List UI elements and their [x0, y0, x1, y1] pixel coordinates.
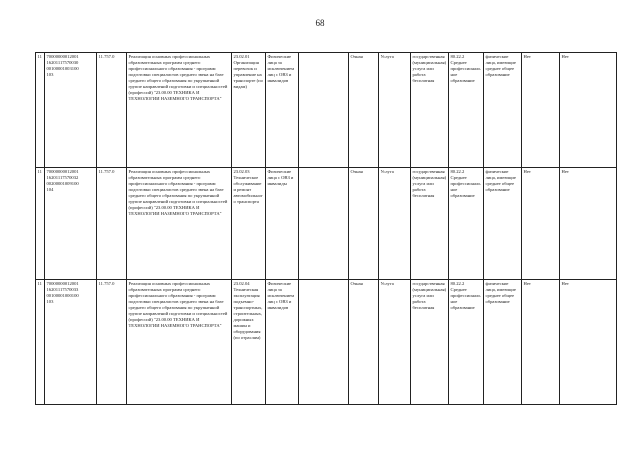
consumers: физические лица, имеющие среднее общее образование	[484, 53, 522, 168]
study-mode: Очная	[349, 53, 379, 168]
okved-code: 11.757.0	[97, 280, 127, 405]
funding-type: государственная (муниципальная) услуга или работа бесплатная	[411, 168, 449, 280]
flag-2: Нет	[560, 280, 617, 405]
table-row	[36, 53, 617, 168]
form-cell	[299, 280, 349, 405]
funding-type: государственная (муниципальная) услуга или работа бесплатная	[411, 280, 449, 405]
study-mode: Очная	[349, 168, 379, 280]
consumer-category: Физические лица с ОВЗ и инвалиды	[266, 168, 299, 280]
flag-2: Нет	[560, 53, 617, 168]
okved-code: 11.757.0	[97, 53, 127, 168]
table-row	[36, 280, 617, 405]
okpd-code: 80.22.2 Среднее профессиональное образование	[449, 53, 484, 168]
row-number: 11	[36, 280, 45, 405]
okved-code: 11.757.0	[97, 168, 127, 280]
consumers: физические лица, имеющие среднее общее образование	[484, 280, 522, 405]
flag-2: Нет	[560, 168, 617, 280]
form-cell	[299, 53, 349, 168]
okpd-code: 80.22.2 Среднее профессиональное образование	[449, 168, 484, 280]
flag-1: Нет	[522, 168, 560, 280]
specialty: 23.02.03 Техническое обслуживание и ремонт автомобильного транспорта	[232, 168, 266, 280]
form-cell	[299, 168, 349, 280]
registry-code: 70000000012001 16201117570033 00100001000100 103	[45, 280, 97, 405]
consumers: физические лица, имеющие среднее общее образование	[484, 168, 522, 280]
funding-type: государственная (муниципальная) услуга или работа бесплатная	[411, 53, 449, 168]
service-type: Услуга	[379, 280, 411, 405]
specialty: 23.02.04 Техническая эксплуатация подъемно-транспортных, строительных, дорожных машин и оборудования (по отраслям)	[232, 280, 266, 405]
specialty: 23.02.01 Организация перевозок и управление на транспорте (по видам)	[232, 53, 266, 168]
service-name: Реализация основных профессиональных образовательных программ среднего профессионального образования - программ подготовки специалистов среднего звена на базе среднего общего образования по укрупненной группе направлений подготовки и специальностей (профессий) "23.00.00 ТЕХНИКА И ТЕХНОЛОГИИ НАЗЕМНОГО ТРАНСПОРТА"	[127, 168, 232, 280]
page-number: 68	[315, 18, 325, 28]
service-name: Реализация основных профессиональных образовательных программ среднего профессионального образования - программ подготовки специалистов среднего звена на базе среднего общего образования по укрупненной группе направлений подготовки и специальностей (профессий) "23.00.00 ТЕХНИКА И ТЕХНОЛОГИИ НАЗЕМНОГО ТРАНСПОРТА"	[127, 53, 232, 168]
service-type: Услуга	[379, 53, 411, 168]
okpd-code: 80.22.2 Среднее профессиональное образование	[449, 280, 484, 405]
study-mode: Очная	[349, 280, 379, 405]
table-row	[36, 168, 617, 280]
flag-1: Нет	[522, 53, 560, 168]
consumer-category: Физические лица за исключением лиц с ОВЗ и инвалидов	[266, 53, 299, 168]
row-number: 11	[36, 53, 45, 168]
consumer-category: Физические лица за исключением лиц с ОВЗ и инвалидов	[266, 280, 299, 405]
registry-code: 70000000012001 16201117570032 00200001009100 104	[45, 168, 97, 280]
service-type: Услуга	[379, 168, 411, 280]
registry-code: 70000000012001 16201117570030 00100001003100 103	[45, 53, 97, 168]
registry-table	[35, 52, 617, 405]
service-name: Реализация основных профессиональных образовательных программ среднего профессионального образования - программ подготовки специалистов среднего звена на базе среднего общего образования по укрупненной группе направлений подготовки и специальностей (профессий) "23.00.00 ТЕХНИКА И ТЕХНОЛОГИИ НАЗЕМНОГО ТРАНСПОРТА"	[127, 280, 232, 405]
flag-1: Нет	[522, 280, 560, 405]
row-number: 11	[36, 168, 45, 280]
